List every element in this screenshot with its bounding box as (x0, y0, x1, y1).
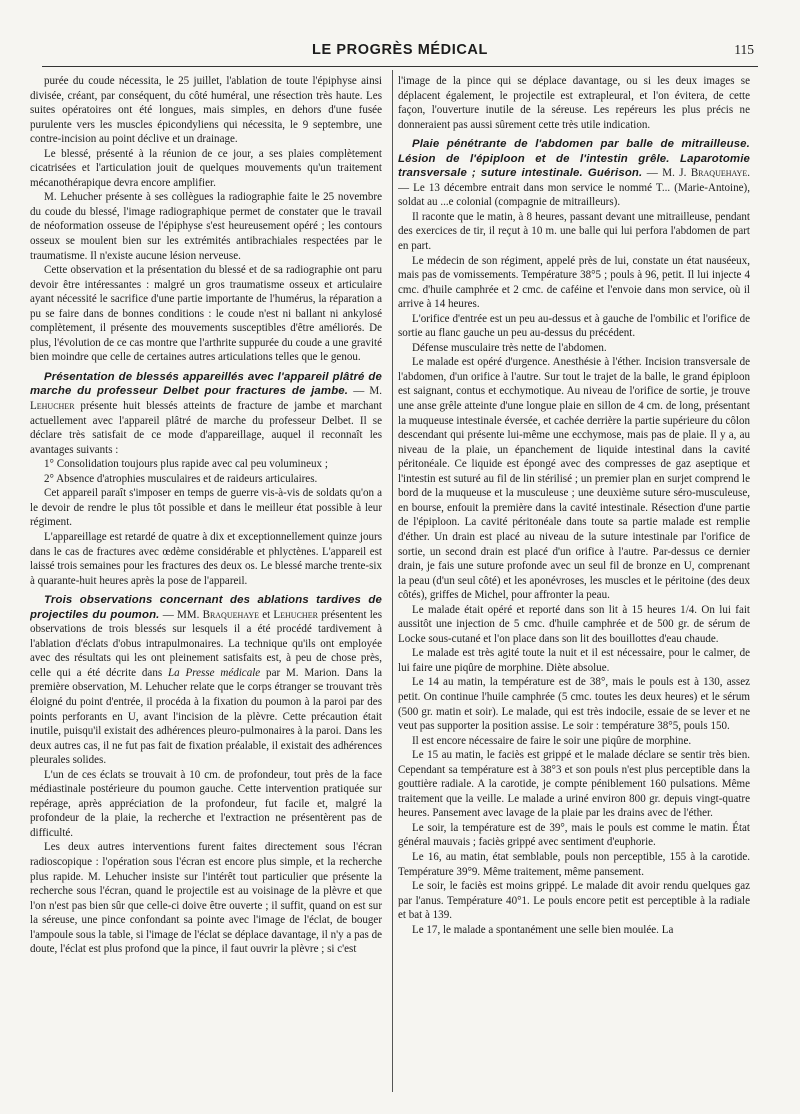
paragraph-text: purée du coude nécessita, le 25 juillet, l'ablation de toute l'épiphyse ainsi divisée, créant, par conséquent, du côté huméral, une résection très haute. Les suites opératoires ont été longues, mais simples, en dehors d'une fusée purulente vers les muscles épicondyliens qui nécessita, le 9 septembre, une contre-incision au point déclive et un drainage. (30, 75, 382, 146)
paragraph (30, 486, 382, 530)
author-name: Lehucher (30, 400, 75, 413)
paragraph (398, 210, 750, 254)
paragraph (398, 74, 750, 132)
section-headline: Plaie pénétrante de l'abdomen par balle de mitrailleuse. Lésion de l'épiploon et de l'intestin grêle. Laparotomie transversale ; suture intestinale. Guérison. (398, 138, 750, 180)
paragraph-text: Défense musculaire très nette de l'abdomen. (412, 341, 607, 354)
section-paragraph (398, 137, 750, 210)
author-name: Braquehaye (690, 167, 748, 180)
separator: — M. J. (642, 167, 691, 180)
section-paragraph (30, 370, 382, 457)
paragraph (30, 530, 382, 588)
column-divider (392, 70, 393, 1092)
paragraph-text: Le blessé, présenté à la réunion de ce jour, a ses plaies complètement cicatrisées et l'articulation jouit de quelques mouvements qu'un traitement mécanothérapique devra encore amplifier. (30, 147, 382, 189)
journal-title: LE PROGRÈS MÉDICAL (312, 42, 488, 58)
paragraph (30, 147, 382, 191)
paragraph-text: L'appareillage est retardé de quatre à dix et exceptionnellement quinze jours dans le cas de fractures avec œdème considérable et phlyctènes. L'appareil est laissé trois semaines pour les fractures des deux os. Le blessé marche trente-six à quarante-huit heures après la pose de l'appareil. (30, 530, 382, 587)
paragraph-text: L'un de ces éclats se trouvait à 10 cm. de profondeur, tout près de la face médiastinale postérieure du poumon gauche. Cette intervention pratiquée sur repérage, après appréciation de la profondeur, fut facile et, malgré la profondeur de la plaie, la recherche et l'extraction ne présentèrent pas de difficulté. (30, 768, 382, 839)
conjunction: et (259, 608, 274, 621)
paragraph (30, 74, 382, 147)
header-rule (42, 66, 758, 67)
paragraph (30, 472, 382, 487)
paragraph-text: l'image de la pince qui se déplace davantage, ou si les deux images se déplacent également, le projectile est extrapleural, et l'on évitera, de cette façon, l'ouverture inutile de la séreuse. Les repéreurs les plus précis ne donneraient pas aussi sûrement cette très utile indication. (398, 75, 750, 131)
separator: — M. (348, 385, 382, 398)
paragraph-text: Le malade est très agité toute la nuit et il est nécessaire, pour le calmer, de lui faire une piqûre de morphine. Diète absolue. (398, 647, 750, 674)
paragraph-text: présente huit blessés atteints de fracture de jambe et marchant actuellement avec l'appareil plâtré de marche du professeur Delbet. Il se déclare très satisfait de ce mode d'appareillage, auquel il reconnaît les avantages suivants : (30, 400, 382, 456)
paragraph (398, 355, 750, 602)
journal-citation: La Presse médicale (167, 666, 261, 679)
section-paragraph (30, 593, 382, 768)
paragraph-text: présentent les observations de trois blessés sur lesquels il a été procédé tardivement à l'ablation d'éclats d'obus intrapulmonaires. La technique qu'ils ont employée avec des résultats qui les ont pleinement satisfaits est, à peu de chose près, celle qui a été décrite dans (30, 608, 382, 679)
paragraph-text: . — Le 13 décembre entrait dans mon service le nommé T... (Marie-Antoine), soldat au ...e colonial (compagnie de mitrailleurs). (398, 167, 750, 209)
paragraph (398, 879, 750, 923)
paragraph-text: Le malade était opéré et reporté dans son lit à 15 heures 1/4. On lui fait aussitôt une injection de 5 cmc. d'huile camphrée et de 500 gr. de sérum de Locke sous-cutané et l'on place dans son lit des bouillottes d'eau chaude. (398, 603, 750, 645)
paragraph-text: Cette observation et la présentation du blessé et de sa radiographie ont paru devoir être intéressantes : malgré un gros traumatisme osseux et articulaire ayant nécessité le sacrifice d'une partie importante de l'humérus, la réparation a pu se faire dans de bonnes conditions : le coude n'est ni ballant ni ankylosé complètement, il présente des mouvements susceptibles d'être améliorés. De plus, l'évolution de ce cas montre que l'arthrite suppurée du coude a une gravité bien moindre que celle de certaines autres articulations telles que le genou. (30, 264, 382, 364)
paragraph-text: Le 14 au matin, la température est de 38°, mais le pouls est à 130, assez petit. On continue l'huile camphrée (5 cmc. toutes les deux heures) et le sérum (500 gr. matin et soir). Le malade, qui est très indocile, essaie de se lever et ne veut pas supporter la position assise. Le soir : température 38°5, pouls 150. (398, 676, 750, 733)
paragraph (398, 646, 750, 675)
paragraph (398, 603, 750, 647)
paragraph-text: Cet appareil paraît s'imposer en temps de guerre vis-à-vis de soldats qu'on a le devoir de rendre le plus tôt possible et dans le meilleur état possible à leur régiment. (30, 487, 382, 529)
paragraph-text: 2° Absence d'atrophies musculaires et de raideurs articulaires. (44, 472, 318, 485)
paragraph (398, 821, 750, 850)
paragraph-text: Le médecin de son régiment, appelé près de lui, constate un état nauséeux, mais pas de vomissements. Température 38°5 ; pouls à 96, petit. Il lui injecte 4 cmc. d'huile camphrée et 2 cmc. de caféine et l'envoie dans mon service, où il arrive à 14 heures. (398, 254, 750, 311)
paragraph-text: Le soir, le faciès est moins grippé. Le malade dit avoir rendu quelques gaz par l'anus. Température 40°1. Le pouls encore petit est perceptible à la radiale et bat à 139. (398, 880, 750, 922)
section-headline: Présentation de blessés appareillés avec l'appareil plâtré de marche du professeur Delbet pour fractures de jambe. (30, 370, 382, 398)
paragraph-text: Les deux autres interventions furent faites directement sous l'écran radioscopique : l'opération sous l'écran est encore plus simple, et la recherche plus rapide. M. Lehucher insiste sur l'intérêt tout particulier que présente la recherche sous l'écran, quand le projectile est au voisinage de la plèvre et que l'on n'est pas bien sûr que celle-ci doive être ouverte ; il suffit, quand on est sur la séreuse, une pince confondant sa pointe avec l'image de l'éclat, de bouger l'ampoule sous la table, si l'image de l'éclat se déplace davantage, il n'y a pas de doute, l'éclat est plus profond que la pince, il faut ouvrir la plèvre ; si c'est (30, 841, 382, 956)
paragraph (398, 341, 750, 356)
paragraph (398, 254, 750, 312)
paragraph-text: Il raconte que le matin, à 8 heures, passant devant une mitrailleuse, pendant des exercices de tir, il reçut à 10 m. une balle qui lui perfora l'abdomen de part en part. (398, 210, 750, 253)
paragraph (398, 675, 750, 733)
paragraph-text: L'orifice d'entrée est un peu au-dessus et à gauche de l'ombilic et l'orifice de sortie au flanc gauche un peu au-dessus du précédent. (398, 312, 750, 340)
paragraph-text: Le malade est opéré d'urgence. Anesthésie à l'éther. Incision transversale de l'abdomen, d'un orifice à l'autre. Sur tout le trajet de la balle, le grand épiploon est saignant, contus et ecchymotique. Au niveau de l'orifice de sortie, je trouve une anse grêle atteinte d'une longue plaie en sillon de 4 cm. de long, présentant la muqueuse intestinale éversée, et cachée derrière la partie supérieure du côlon descendant qui présente lui-même une ecchymose, mais pas de plaie. Il y a, au niveau de la plaie, un épanchement de liquide intestinal dans la cavité péritonéale. Ce liquide est épongé avec des compresses de gaz aseptique et l'intestin est suturé au fil de lin stérilisé ; un premier plan en surjet comprend le bord de la muqueuse et la musculeuse ; une deuxième suture séro-musculeuse, en bourse, enfouit la première dans la cavité intestinale. Résection d'une partie de l'épiploon. La cavité péritonéale dans toute sa partie malade est remplie d'éther. Un drain est placé au niveau de la suture intestinale par l'orifice de sortie, un second drain est placé d'un orifice à l'autre. Par-dessus ce dernier drain, je fais une suture profonde avec un seul fil de bronze en U, comprenant la peau (d'un seul côté) et les aponévroses, les muscles et le péritoine (des deux côtés), griffes de Michel, pour affronter la peau. (398, 356, 750, 602)
paragraph-text: Le 15 au matin, le faciès est grippé et le malade déclare se sentir très bien. Cependant sa température est à 38°3 et son pouls n'est plus perceptible dans la gouttière radiale. A la carotide, je compte péniblement 160 pulsations. Même traitement que la veille. Le malade a uriné environ 800 gr. depuis vingt-quatre heures. Pansement avec lavage de la plaie par les drains avec de l'éther. (398, 749, 750, 820)
paragraph (30, 768, 382, 841)
paragraph (398, 923, 750, 938)
paragraph-text: Le soir, la température est de 39°, mais le pouls est comme le matin. État général mauvais ; faciès grippé avec sentiment d'euphorie. (398, 821, 750, 849)
paragraph-text: 1° Consolidation toujours plus rapide avec cal peu volumineux ; (44, 458, 328, 471)
right-column (398, 74, 750, 1094)
page-number: 115 (734, 42, 754, 57)
paragraph (398, 850, 750, 879)
paragraph (30, 840, 382, 956)
paragraph (30, 190, 382, 263)
author-name: Braquehaye (202, 608, 259, 621)
paragraph-text: Il est encore nécessaire de faire le soir une piqûre de morphine. (412, 734, 692, 747)
paragraph (30, 263, 382, 365)
author-name: Lehucher (273, 608, 318, 621)
paragraph-text: M. Lehucher présente à ses collègues la radiographie faite le 25 novembre du coude du blessé, l'image radiographique permet de constater que le travail de néoformation osseuse de l'épiphyse s'est heureusement opéré ; les contours osseux se moulent bien sur les extrémités antibrachiales respectées par le traumatisme. Il n'existe aucune lésion nerveuse. (30, 191, 382, 262)
paragraph-text: par M. Marion. Dans la première observation, M. Lehucher relate que le corps étranger se trouvant très éloigné du point d'entrée, il procéda à la fixation du poumon à la paroi par des points perforants en U, avant l'incision de la plèvre. Cette précaution était inutile, puisqu'il existait des adhérences pleuro-pulmonaires à la paroi. Dans les deux autres cas, il ne fut pas fait de fixation préalable, il existait des adhérences pleurales solides. (30, 666, 382, 767)
separator: — MM. (159, 608, 203, 621)
paragraph-text: Le 17, le malade a spontanément une selle bien moulée. La (412, 923, 674, 936)
left-column (30, 74, 382, 1094)
page-header (42, 42, 758, 64)
paragraph-text: Le 16, au matin, état semblable, pouls non perceptible, 155 à la carotide. Température 39°9. Même traitement, même pansement. (398, 850, 750, 878)
paragraph (398, 312, 750, 341)
paragraph (398, 734, 750, 749)
paragraph (30, 457, 382, 472)
section-headline: Trois observations concernant des ablations tardives de projectiles du poumon. (30, 594, 382, 621)
paragraph (398, 748, 750, 821)
